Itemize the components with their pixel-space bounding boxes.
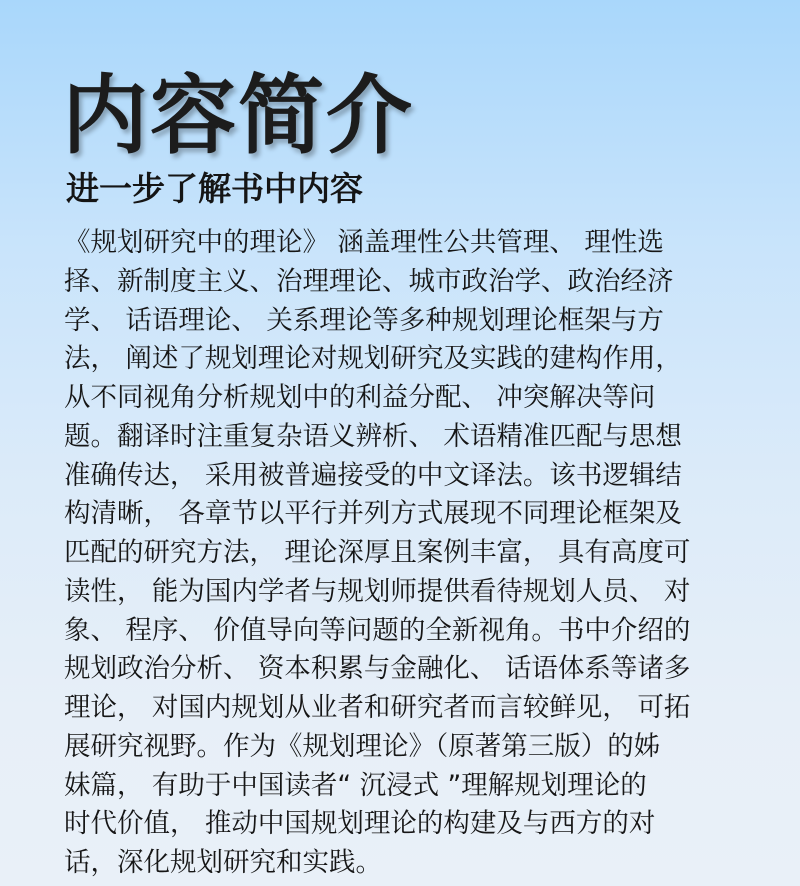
- text-line: 从不同视角分析规划中的利益分配、 冲突解决等问: [64, 382, 656, 413]
- text-line: 象、 程序、 价值导向等问题的全新视角。书中介绍的: [64, 614, 691, 646]
- text-line: 理论， 对国内规划从业者和研究者而言较鲜见， 可拓: [64, 692, 691, 723]
- page-title: 内容简介: [62, 66, 414, 166]
- page-subtitle: 进一步了解书中内容: [66, 169, 363, 208]
- intro-text-block: [64, 224, 736, 883]
- text-line: 时代价值， 推动中国规划理论的构建及与西方的对: [64, 808, 656, 840]
- text-line: 匹配的研究方法， 理论深厚且案例丰富， 具有高度可: [64, 537, 691, 568]
- text-line: 读性， 能为国内学者与规划师提供看待规划人员、 对: [64, 575, 691, 607]
- text-line: 规划政治分析、 资本积累与金融化、 话语体系等诸多: [64, 653, 691, 685]
- text-line: 择、新制度主义、治理理论、城市政治学、政治经济: [64, 265, 674, 297]
- text-line: 学、 话语理论、 关系理论等多种规划理论框架与方: [64, 304, 664, 336]
- text-line: 构清晰， 各章节以平行并列方式展现不同理论框架及: [64, 498, 682, 530]
- text-line: 《规划研究中的理论》 涵盖理性公共管理、 理性选: [64, 227, 664, 258]
- text-line: 题。翻译时注重复杂语义辨析、 术语精准匹配与思想: [64, 420, 682, 452]
- text-line: 妹篇， 有助于中国读者“ 沉浸式 ”理解规划理论的: [64, 769, 647, 801]
- text-line: 准确传达， 采用被普遍接受的中文译法。该书逻辑结: [64, 459, 682, 491]
- text-line: 法， 阐述了规划理论对规划研究及实践的建构作用，: [64, 343, 682, 375]
- text-line: 展研究视野。作为《规划理论》（原著第三版）的姊: [64, 730, 661, 762]
- text-line: 话，深化规划研究和实践。: [64, 847, 382, 878]
